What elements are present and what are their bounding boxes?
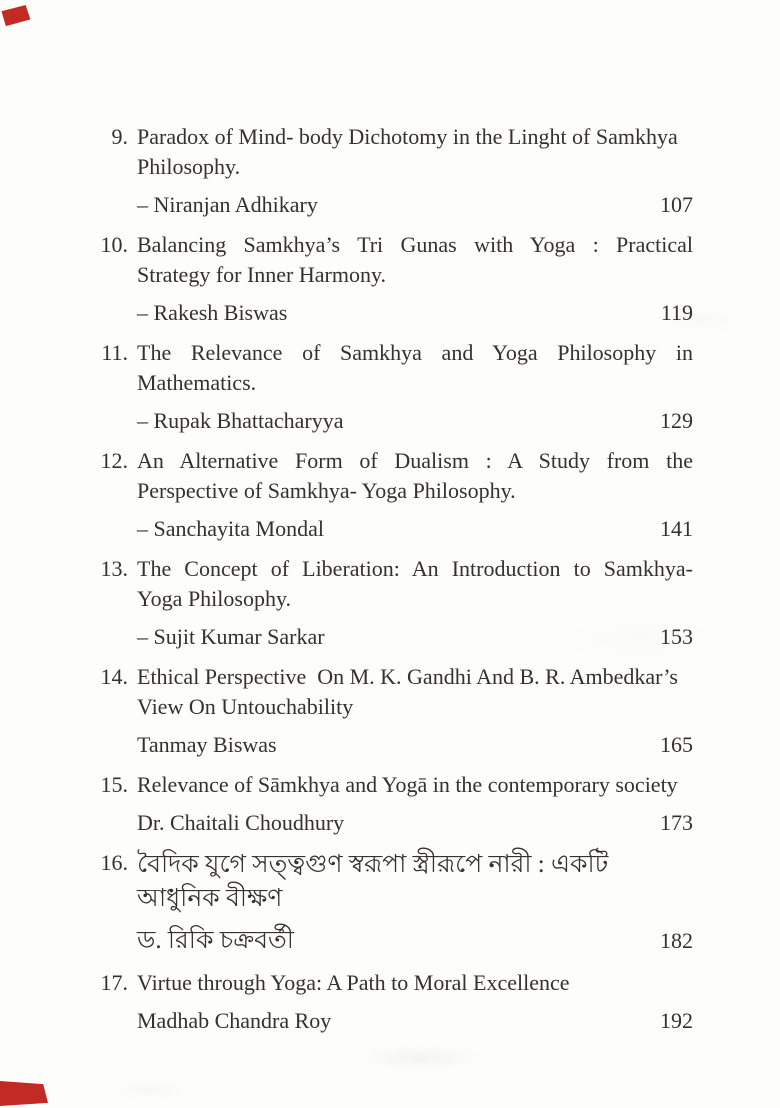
entry-author: – Sanchayita Mondal	[137, 516, 324, 541]
entry-author-row	[137, 514, 693, 544]
entry-title-line: Yoga Philosophy.	[137, 586, 292, 611]
entry-number: 9.	[111, 124, 128, 149]
table-of-contents	[95, 122, 693, 1046]
entry-number: 17.	[100, 970, 128, 995]
entry-title-line: Perspective of Samkhya- Yoga Philosophy.	[137, 478, 516, 503]
entry-title	[137, 446, 693, 506]
entry-author-row	[137, 406, 693, 436]
entry-page-number: 182	[660, 928, 693, 953]
entry-page-number: 119	[660, 300, 693, 325]
entry-title-line: An Alternative Form of Dualism : A Study from the	[137, 448, 693, 473]
entry-title	[137, 338, 693, 398]
entry-author-row	[137, 808, 693, 838]
entry-title-line: Balancing Samkhya’s Tri Gunas with Yoga : Practical	[137, 232, 693, 257]
entry-title-line: Relevance of Sāmkhya and Yogā in the contemporary society	[137, 772, 678, 797]
toc-entry	[95, 554, 693, 652]
entry-number: 10.	[100, 232, 128, 257]
entry-title-line: Strategy for Inner Harmony.	[137, 262, 387, 287]
entry-page-number: 192	[660, 1008, 693, 1033]
entry-title	[137, 662, 693, 722]
entry-title-line: Virtue through Yoga: A Path to Moral Excellence	[137, 970, 570, 995]
entry-title	[137, 230, 693, 290]
entry-author: Madhab Chandra Roy	[137, 1008, 332, 1033]
entry-author-row	[137, 1006, 693, 1036]
entry-number: 14.	[100, 664, 128, 689]
entry-author: Dr. Chaitali Choudhury	[137, 810, 345, 835]
entry-author-row	[137, 298, 693, 328]
entry-author: – Niranjan Adhikary	[137, 192, 318, 217]
entry-author-row	[137, 730, 693, 760]
entry-page-number: 153	[660, 624, 693, 649]
entry-title-row	[95, 122, 693, 182]
entry-title-row	[95, 848, 693, 916]
toc-entry	[95, 848, 693, 958]
toc-entry	[95, 230, 693, 328]
entry-title-line: Philosophy.	[137, 154, 241, 179]
entry-title-row	[95, 968, 693, 998]
entry-number: 16.	[100, 850, 128, 875]
entry-author-row	[137, 622, 693, 652]
entry-page-number: 129	[660, 408, 693, 433]
entry-title-row	[95, 770, 693, 800]
entry-title-row	[95, 662, 693, 722]
entry-page-number: 165	[660, 732, 693, 757]
entry-author: – Rupak Bhattacharyya	[137, 408, 344, 433]
entry-title-line: The Concept of Liberation: An Introduction to Samkhya-	[137, 556, 693, 581]
entry-author: – Rakesh Biswas	[137, 300, 288, 325]
entry-title-row	[95, 338, 693, 398]
entry-number: 11.	[101, 340, 128, 365]
entry-title-row	[95, 446, 693, 506]
entry-author: Tanmay Biswas	[137, 732, 277, 757]
entry-title-line: View On Untouchability	[137, 694, 354, 719]
red-cover-edge-artifact-bottom	[0, 1080, 48, 1106]
entry-title	[137, 770, 693, 800]
entry-title	[137, 968, 693, 998]
entry-page-number: 173	[660, 810, 693, 835]
toc-entry	[95, 770, 693, 838]
entry-title	[137, 848, 693, 916]
entry-author-row	[137, 924, 693, 958]
entry-author: – Sujit Kumar Sarkar	[137, 624, 325, 649]
entry-title-line: The Relevance of Samkhya and Yoga Philosophy in	[137, 340, 693, 365]
toc-entry	[95, 968, 693, 1036]
entry-number: 12.	[100, 448, 128, 473]
entry-title-row	[95, 554, 693, 614]
entry-page-number: 107	[660, 192, 693, 217]
red-cover-edge-artifact-top	[1, 5, 31, 27]
toc-entry	[95, 446, 693, 544]
entry-title-line: Paradox of Mind- body Dichotomy in the Linght of Samkhya	[137, 124, 678, 149]
entry-page-number: 141	[660, 516, 693, 541]
entry-title-line: Mathematics.	[137, 370, 257, 395]
toc-entry	[95, 122, 693, 220]
entry-author-row	[137, 190, 693, 220]
entry-title	[137, 554, 693, 614]
entry-author: ড. রিকি চক্রবর্তী	[137, 927, 294, 954]
entry-title-row	[95, 230, 693, 290]
entry-title	[137, 122, 693, 182]
entry-number: 15.	[100, 772, 128, 797]
toc-entry	[95, 662, 693, 760]
entry-number: 13.	[100, 556, 128, 581]
entry-title-line: Ethical Perspective On M. K. Gandhi And B. R. Ambedkar’s	[137, 664, 678, 689]
toc-entry	[95, 338, 693, 436]
entry-title-line: বৈদিক যুগে সত্ত্বগুণ স্বরূপা স্ত্রীরূপে নারী : একটি আধুনিক বীক্ষণ	[137, 851, 615, 912]
